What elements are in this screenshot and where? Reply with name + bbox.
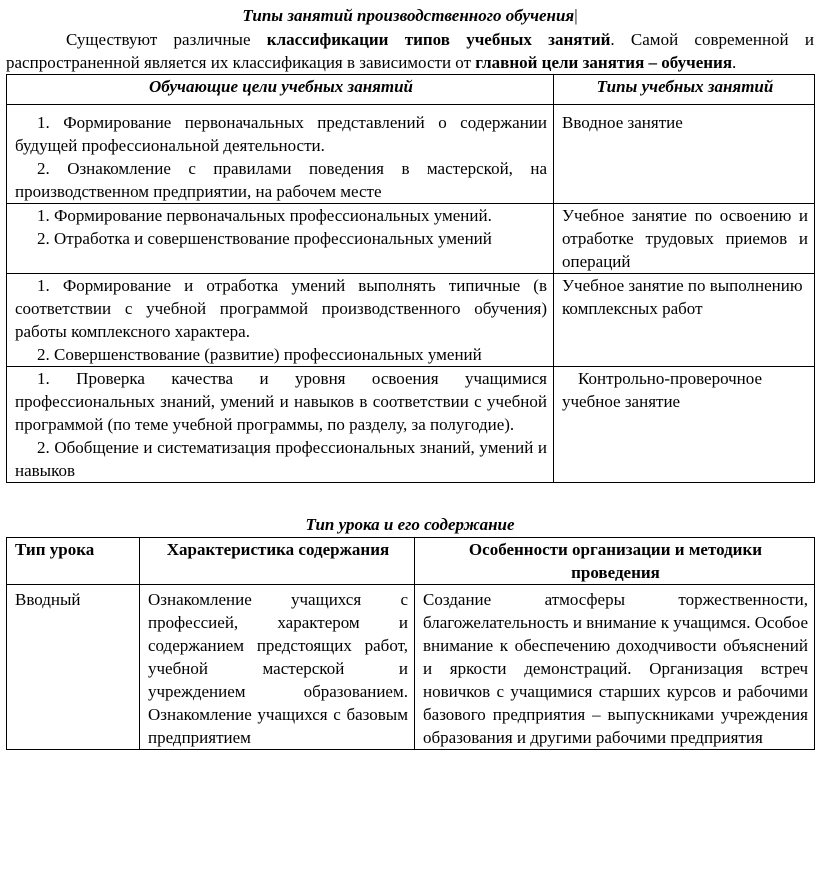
lesson-content-table — [6, 537, 815, 750]
content-cell: Ознакомление учащихся с профессией, характером и содержанием предстоящих работ, учебной мастерской и учреждением образованием. Ознакомление учащихся с базовым предприятием — [140, 585, 415, 750]
table-row — [7, 204, 815, 274]
table-row — [7, 105, 815, 204]
header-types: Типы учебных занятий — [554, 75, 815, 105]
text-cursor: | — [574, 6, 578, 25]
table-row — [7, 367, 815, 483]
section2-title: Тип урока и его содержание — [305, 515, 515, 534]
table-row — [7, 585, 815, 750]
table-row — [7, 274, 815, 367]
lesson-types-table — [6, 74, 815, 483]
type-cell: Учебное занятие по выполнению комплексных работ — [554, 274, 815, 367]
section1-title: Типы занятий производственного обучения| — [242, 6, 578, 25]
header-content: Характеристика содержания — [140, 538, 415, 585]
lesson-type-cell: Вводный — [7, 585, 140, 750]
goals-cell: 1. Проверка качества и уровня освоения учащимися профессиональных знаний, умений и навыков в соответствии с учебной программой (по теме учебной программы, по разделу, за полугодие). 2. Обобщение и систематизация профессиональных знаний, умений и навыков — [7, 367, 554, 483]
goals-cell: 1. Формирование первоначальных профессиональных умений. 2. Отработка и совершенствование профессиональных умений — [7, 204, 554, 274]
header-goals: Обучающие цели учебных занятий — [7, 75, 554, 105]
intro-paragraph: Существуют различные классификации типов учебных занятий. Самой современной и распространенной является их классификация в зависимости от главной цели занятия – обучения. — [6, 30, 814, 72]
type-cell: Контрольно-проверочное учебное занятие — [554, 367, 815, 483]
table-header-row — [7, 75, 815, 105]
section-spacer — [6, 483, 814, 513]
goals-cell: 1. Формирование и отработка умений выполнять типичные (в соответствии с учебной программой производственного обучения) работы комплексного характера. 2. Совершенствование (развитие) профессиональных умений — [7, 274, 554, 367]
type-cell: Учебное занятие по освоению и отработке трудовых приемов и операций — [554, 204, 815, 274]
goals-cell: 1. Формирование первоначальных представлений о содержании будущей профессиональной деятельности. 2. Ознакомление с правилами поведения в мастерской, на производственном предприятии, на рабочем месте — [7, 105, 554, 204]
type-cell: Вводное занятие — [554, 105, 815, 204]
table-header-row — [7, 538, 815, 585]
header-method: Особенности организации и методики проведения — [415, 538, 815, 585]
header-lesson-type: Тип урока — [7, 538, 140, 585]
method-cell: Создание атмосферы торжественности, благожелательность и внимание к учащимся. Особое внимание к обеспечению доходчивости объяснений и яркости демонстраций. Организация встреч новичков с учащимися старших курсов и рабочими базового предприятия – выпускниками учреждения образования и другими рабочими предприятия — [415, 585, 815, 750]
